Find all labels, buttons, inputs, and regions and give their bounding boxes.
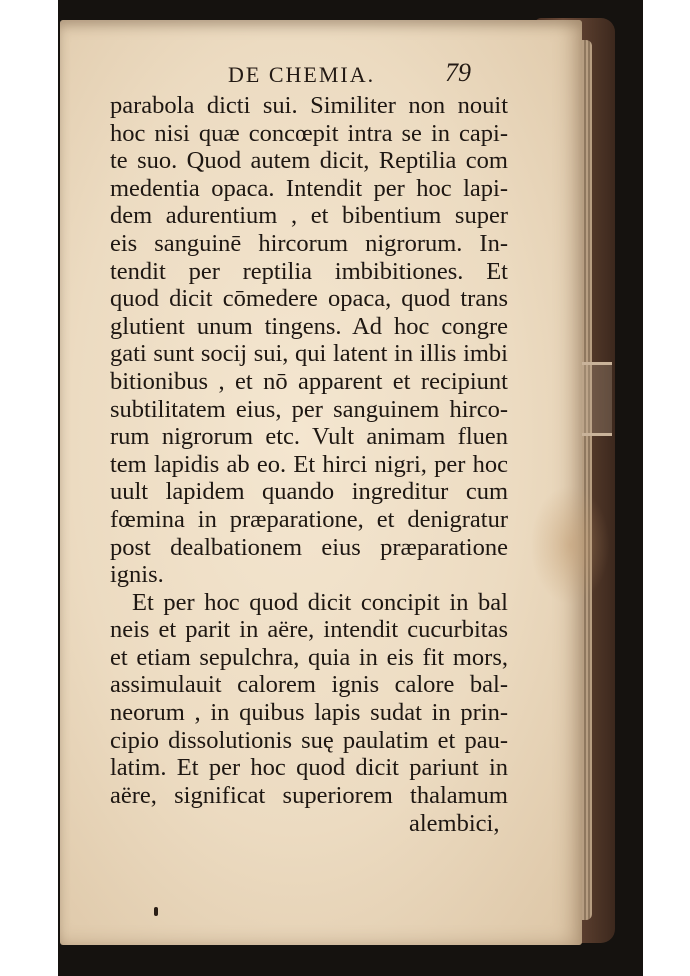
text-line: fœmina in præparatione, et denigratur	[110, 505, 508, 533]
text-line: medentia opaca. Intendit per hoc lapi-	[110, 174, 508, 202]
ink-mark	[154, 907, 158, 916]
page-stain	[530, 485, 610, 605]
text-line: aëre, significat superiorem thalamum	[110, 781, 508, 809]
text-line: assimulauit calorem ignis calore bal-	[110, 671, 508, 699]
text-line: latim. Et per hoc quod dicit pariunt in	[110, 754, 508, 782]
text-line: dem adurentium , et bibentium super	[110, 202, 508, 230]
text-line: te suo. Quod autem dicit, Reptilia com	[110, 147, 508, 175]
page-number: 79	[445, 58, 471, 87]
paragraph-first-line: Et per hoc quod dicit concipit in bal	[132, 588, 508, 616]
text-line: tem lapidis ab eo. Et hirci nigri, per hoc	[110, 450, 508, 478]
text-line: post dealbationem eius præparatione	[110, 533, 508, 561]
text-line: tendit per reptilia imbibitiones. Et	[110, 257, 508, 285]
text-line: quod dicit cōmedere opaca, quod trans	[110, 285, 508, 313]
text-line: parabola dicti sui. Similiter non nouit	[110, 92, 508, 119]
text-line: hoc nisi quæ concœpit intra se in capi-	[110, 119, 508, 147]
text-line: ignis.	[110, 561, 164, 589]
body-text	[110, 92, 508, 809]
text-line: uult lapidem quando ingreditur cum	[110, 478, 508, 506]
catchword: alembici,	[409, 810, 500, 837]
text-line: et etiam sepulchra, quia in eis fit mors,	[110, 643, 508, 671]
text-line: bitionibus , et nō apparent et recipiunt	[110, 367, 508, 395]
text-line: neorum , in quibus lapis sudat in prin-	[110, 699, 508, 727]
book-page	[60, 20, 582, 945]
text-line: eis sanguinē hircorum nigrorum. In-	[110, 229, 508, 257]
text-line: gati sunt socij sui, qui latent in illis imbi	[110, 340, 508, 368]
text-line: subtilitatem eius, per sanguinem hirco-	[110, 395, 508, 423]
running-head: DE CHEMIA.	[228, 62, 376, 87]
text-line: cipio dissolutionis suę paulatim et pau-	[110, 726, 508, 754]
text-line: glutient unum tingens. Ad hoc congre	[110, 312, 508, 340]
text-line: neis et parit in aëre, intendit cucurbitas	[110, 616, 508, 644]
text-line: rum nigrorum etc. Vult animam fluen	[110, 423, 508, 451]
page-header	[60, 58, 582, 94]
